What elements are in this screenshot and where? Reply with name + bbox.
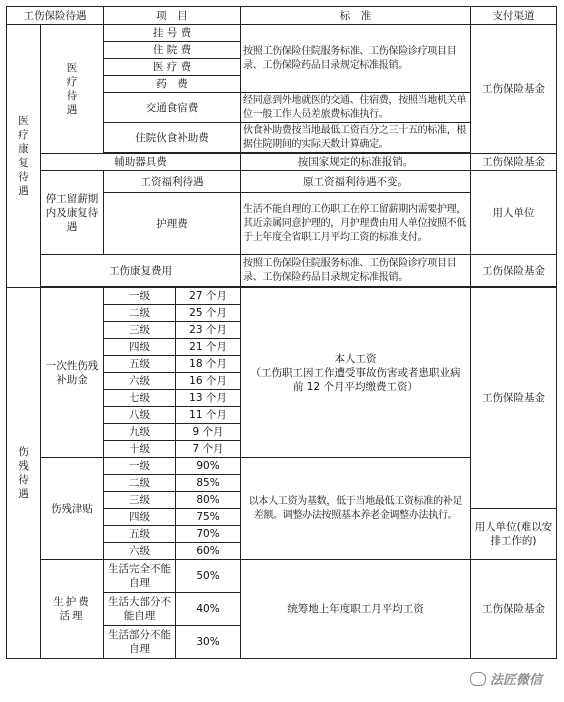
grade-cell: 二级 [104,475,176,492]
header-row [7,7,557,25]
nursing-level: 生活完全不能自理 [104,560,176,593]
nursing-value: 40% [176,593,241,626]
watermark-text: 法匠微信 [489,673,542,688]
grade-cell: 四级 [104,509,176,526]
grade-cell: 十级 [104,441,176,458]
grade-value: 21 个月 [176,339,241,356]
grade-cell: 二级 [104,305,176,322]
grade-cell: 九级 [104,424,176,441]
watermark [470,669,542,688]
standard-transport: 经同意到外地就医的交通、住宿费，按照当地机关单位一般工作人员差旅费标准执行。 [241,93,471,123]
standard-lump-sum [241,288,471,458]
header-payment: 支付渠道 [471,7,557,25]
work-injury-benefits-table [6,6,557,659]
item-treatment: 医 疗 费 [104,59,241,76]
grade-value: 85% [176,475,241,492]
payment-nursing: 工伤保险基金 [471,560,557,659]
group-disability: 伤残待遇 [7,288,41,659]
payment-suspension: 用人单位 [471,171,557,255]
grade-value: 27 个月 [176,288,241,305]
grade-value: 13 个月 [176,390,241,407]
grade-cell: 一级 [104,288,176,305]
standard-medical-items: 按照工伤保险住院服务标准、工伤保险诊疗项目目录、工伤保险药品目录规定标准报销。 [241,25,471,93]
grade-cell: 五级 [104,356,176,373]
item-medicine: 药 费 [104,76,241,93]
standard-rehab: 按照工伤保险住院服务标准、工伤保险诊疗项目目录、工伤保险药品目录规定标准报销。 [241,255,471,287]
grade-cell: 三级 [104,492,176,509]
grade-cell: 五级 [104,526,176,543]
header-item: 项 目 [104,7,241,25]
standard-nursing-fee: 生活不能自理的工伤职工在停工留薪期内需要护理，其近亲属同意护理的，月护理费由用人单位按照不低于上年度全省职工月平均工资的标准支付。 [241,193,471,255]
payment-allowance-employer: 用人单位(难以安排工作的) [471,509,557,560]
subgroup-medical: 医疗待遇 [41,25,104,154]
header-benefit: 工伤保险待遇 [7,7,104,25]
grade-value: 80% [176,492,241,509]
table-row [7,288,557,305]
payment-rehab: 工伤保险基金 [471,255,557,287]
item-meal-allowance: 住院伙食补助费 [104,123,241,153]
grade-value: 60% [176,543,241,560]
grade-cell: 三级 [104,322,176,339]
subgroup-suspension: 停工留薪期内及康复待遇 [41,171,104,255]
header-standard: 标 准 [241,7,471,25]
grade-value: 16 个月 [176,373,241,390]
grade-value: 70% [176,526,241,543]
item-transport: 交通食宿费 [104,93,241,123]
subgroup-nursing: 生护费活理 [41,560,104,659]
payment-medical: 工伤保险基金 [471,25,557,154]
grade-cell: 四级 [104,339,176,356]
item-nursing-fee: 护理费 [104,193,241,255]
subgroup-allowance [41,458,104,560]
standard-nursing: 统筹地上年度职工月平均工资 [241,560,471,659]
item-registration: 挂 号 费 [104,25,241,42]
nursing-value: 50% [176,560,241,593]
standard-welfare: 原工资福利待遇不变。 [241,171,471,193]
standard-lump-sum-title: 本人工资 [334,352,377,365]
nursing-level: 生活部分不能自理 [104,626,176,659]
table-row [7,255,557,287]
standard-aids: 按国家规定的标准报销。 [241,154,471,171]
table-row [7,154,557,171]
grade-cell: 七级 [104,390,176,407]
grade-value: 75% [176,509,241,526]
nursing-value: 30% [176,626,241,659]
table-row [7,171,557,193]
payment-lump-sum: 工伤保险基金 [471,288,557,509]
item-aids: 辅助器具费 [41,154,241,171]
item-rehab: 工伤康复费用 [41,255,241,287]
item-welfare: 工资福利待遇 [104,171,241,193]
standard-meal-allowance: 伙食补助费按当地最低工资百分之三十五的标准，根据住院期间的实际天数计算确定。 [241,123,471,153]
standard-allowance: 以本人工资为基数，低于当地最低工资标准的补足差额。调整办法按照基本养老金调整办法执行。 [241,458,471,560]
grade-cell: 一级 [104,458,176,475]
grade-value: 9 个月 [176,424,241,441]
grade-value: 7 个月 [176,441,241,458]
subgroup-lump-sum: 一次性伤残补助金 [41,288,104,458]
grade-value: 18 个月 [176,356,241,373]
grade-value: 90% [176,458,241,475]
grade-value: 25 个月 [176,305,241,322]
table-row [7,560,557,593]
payment-aids: 工伤保险基金 [471,154,557,171]
grade-cell: 八级 [104,407,176,424]
allowance-label: 伤残津贴 [51,502,93,515]
table-row [7,25,557,42]
grade-cell: 六级 [104,373,176,390]
grade-value: 11 个月 [176,407,241,424]
wechat-icon [470,672,486,686]
grade-value: 23 个月 [176,322,241,339]
grade-cell: 六级 [104,543,176,560]
item-hospital: 住 院 费 [104,42,241,59]
nursing-level: 生活大部分不能自理 [104,593,176,626]
group-medical-rehab: 医疗康复待遇 [7,25,41,288]
standard-lump-sum-note: （工伤职工因工作遭受事故伤害或者患职业病前 12 个月平均缴费工资） [250,366,461,393]
